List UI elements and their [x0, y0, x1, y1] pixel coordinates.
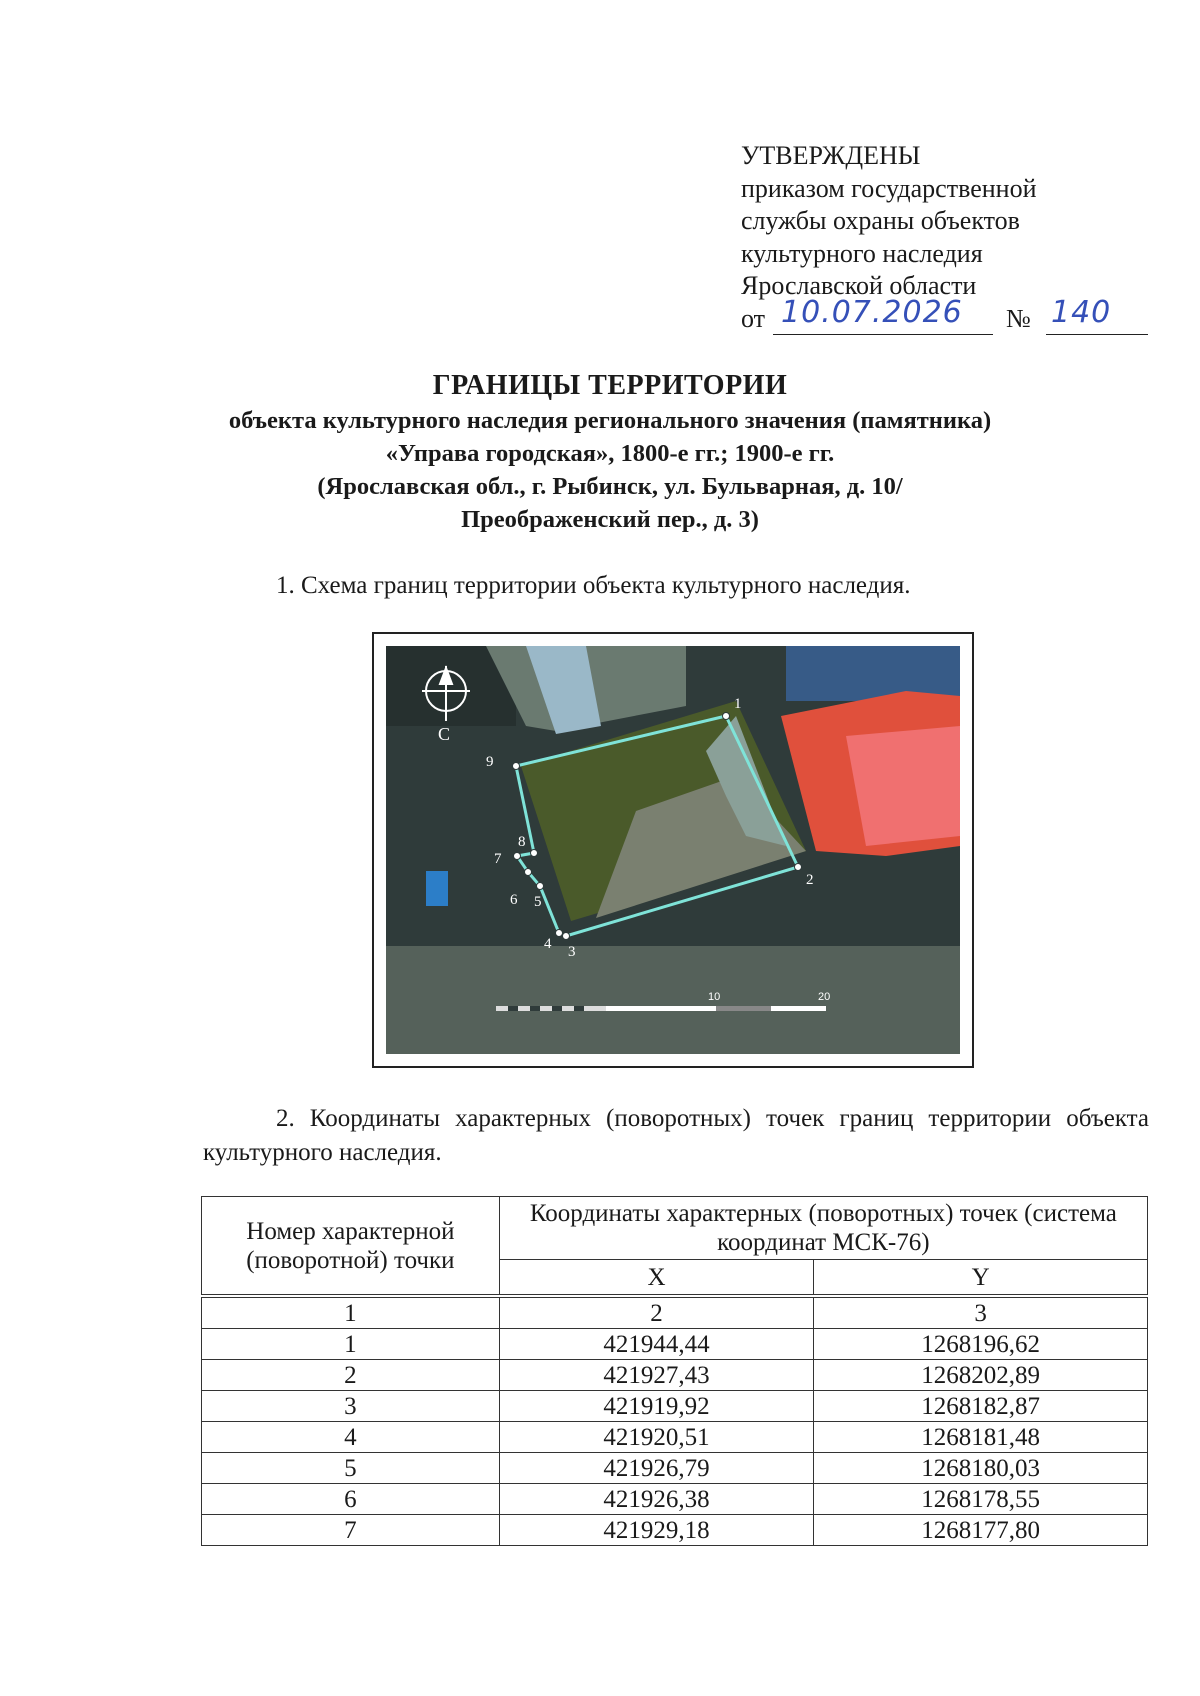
y-value: 1268178,55	[814, 1484, 1148, 1515]
approval-line: Ярославской области	[741, 271, 977, 300]
point-number: 7	[202, 1515, 500, 1546]
coordinates-table	[201, 1196, 1148, 1546]
x-value: 421927,43	[499, 1360, 814, 1391]
y-value: 1268180,03	[814, 1453, 1148, 1484]
date-prefix: от	[741, 303, 766, 333]
scale-bar	[496, 1006, 826, 1011]
column-number: 2	[499, 1296, 814, 1329]
point-label-2: 2	[806, 872, 814, 888]
point-number: 1	[202, 1329, 500, 1360]
header-coordinates: Координаты характерных (поворотных) точек (система координат МСК-76)	[499, 1197, 1147, 1260]
boundary-point	[795, 864, 802, 871]
approval-line: культурного наследия	[741, 238, 983, 268]
point-label-1: 1	[734, 696, 742, 712]
table-row	[202, 1360, 1148, 1391]
handwritten-date: 10.07.2026	[781, 294, 963, 330]
table-row	[202, 1453, 1148, 1484]
number-prefix: №	[1006, 303, 1031, 333]
point-number: 3	[202, 1391, 500, 1422]
table-header-row	[202, 1197, 1148, 1260]
blue-car	[426, 871, 448, 906]
x-value: 421919,92	[499, 1391, 814, 1422]
point-number: 5	[202, 1453, 500, 1484]
boundary-point	[537, 883, 544, 890]
table-row	[202, 1515, 1148, 1546]
table-row	[202, 1391, 1148, 1422]
header-x: X	[499, 1260, 814, 1297]
section-1-heading: 1. Схема границ территории объекта культурного наследия.	[276, 572, 911, 599]
boundary-point	[723, 713, 730, 720]
boundary-map	[372, 632, 974, 1068]
title-line: «Управа городская», 1800-е гг.; 1900-е гг.	[385, 440, 835, 467]
point-number: 6	[202, 1484, 500, 1515]
point-label-6: 6	[510, 892, 518, 908]
red-roof-light	[846, 726, 960, 846]
handwritten-number: 140	[1051, 294, 1112, 330]
boundary-point	[563, 933, 570, 940]
title-line: (Ярославская обл., г. Рыбинск, ул. Бульварная, д. 10/	[317, 473, 903, 500]
approval-line: приказом государственной	[741, 173, 1037, 203]
table-row	[202, 1422, 1148, 1453]
point-label-4: 4	[544, 936, 552, 952]
scale-label-20: 20	[818, 991, 831, 1003]
boundary-point	[525, 869, 532, 876]
street	[386, 946, 960, 1054]
x-value: 421929,18	[499, 1515, 814, 1546]
point-number: 4	[202, 1422, 500, 1453]
scale-label-10: 10	[708, 991, 721, 1003]
x-value: 421926,38	[499, 1484, 814, 1515]
y-value: 1268181,48	[814, 1422, 1148, 1453]
x-value: 421920,51	[499, 1422, 814, 1453]
title-line: объекта культурного наследия регионального значения (памятника)	[228, 407, 992, 434]
x-value: 421926,79	[499, 1453, 814, 1484]
point-label-3: 3	[568, 944, 576, 960]
title-main: ГРАНИЦЫ ТЕРРИТОРИИ	[432, 370, 788, 401]
table-row	[202, 1329, 1148, 1360]
table-row	[202, 1484, 1148, 1515]
boundary-point	[513, 763, 520, 770]
y-value: 1268202,89	[814, 1360, 1148, 1391]
approval-date-number-row	[741, 294, 1112, 337]
boundary-point	[514, 853, 521, 860]
y-value: 1268177,80	[814, 1515, 1148, 1546]
x-value: 421944,44	[499, 1329, 814, 1360]
number-underline	[1046, 334, 1148, 335]
date-underline	[773, 334, 993, 335]
column-number: 3	[814, 1296, 1148, 1329]
document-title	[180, 368, 1040, 536]
boundary-point	[531, 850, 538, 857]
point-label-8: 8	[518, 834, 526, 850]
blue-roof	[786, 646, 960, 701]
section-2-heading: 2. Координаты характерных (поворотных) точек границ территории объекта культурного наследия.	[203, 1105, 1149, 1166]
approval-heading: УТВЕРЖДЕНЫ	[741, 141, 921, 170]
header-y: Y	[814, 1260, 1148, 1297]
header-point-number: Номер характерной (поворотной) точки	[202, 1197, 500, 1297]
map-image	[386, 646, 960, 1054]
column-number: 1	[202, 1296, 500, 1329]
approval-block	[741, 140, 1112, 337]
title-line: Преображенский пер., д. 3)	[461, 506, 759, 533]
boundary-point	[556, 930, 563, 937]
point-number: 2	[202, 1360, 500, 1391]
point-label-9: 9	[486, 754, 494, 770]
north-label: С	[438, 724, 451, 744]
approval-line: службы охраны объектов	[741, 206, 1020, 235]
y-value: 1268196,62	[814, 1329, 1148, 1360]
point-label-7: 7	[494, 851, 502, 867]
y-value: 1268182,87	[814, 1391, 1148, 1422]
column-number-row	[202, 1296, 1148, 1329]
point-label-5: 5	[534, 894, 542, 910]
